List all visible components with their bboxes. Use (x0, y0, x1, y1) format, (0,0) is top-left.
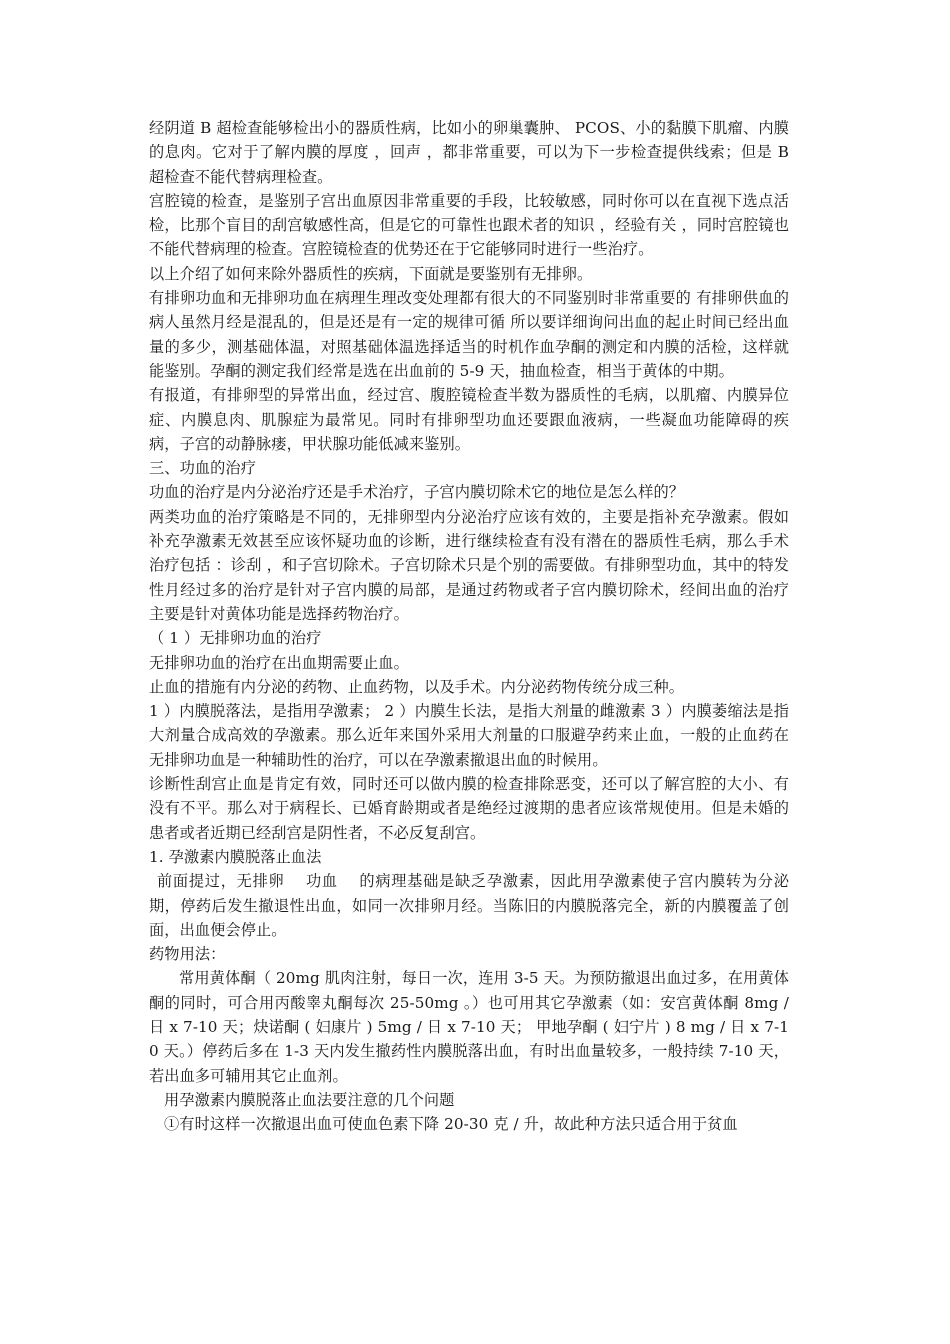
subheading-progestin-method: 1. 孕激素内膜脱落止血法 (149, 847, 322, 866)
paragraph-ovulatory-bleeding: 有报道，有排卵型的异常出血，经过宫、腹腔镜检查半数为器质性的毛病，以肌瘤、内膜异位症、内膜息肉、肌腺症为最常见。同时有排卵型功血还要跟血液病，一些凝血功能障碍的疾病，子宫的动静脉瘘，甲状腺功能低减来鉴别。 (149, 386, 789, 453)
paragraph-b-ultrasound: 经阴道 B 超检查能够检出小的器质性病，比如小的卵巢囊肿、 PCOS、小的黏膜下肌瘤、内膜的息肉。它对于了解内膜的厚度 ，回声 ，都非常重要，可以为下一步检查提供线索；但是 B 超检查不能代替病理检查。 (149, 119, 789, 186)
paragraph-hemostasis-need: 无排卵功血的治疗在出血期需要止血。 (149, 653, 409, 672)
paragraph-drug-dosage: 常用黄体酮（ 20mg 肌肉注射，每日一次，连用 3-5 天。为预防撤退出血过多，在用黄体酮的同时，可合用丙酸睾丸酮每次 25-50mg 。）也可用其它孕激素（如：安宫黄体酮 8mg / 日 x 7-10 天；炔诺酮 ( 妇康片 ) 5mg / 日 x 7-10 天； 甲地孕酮 ( 妇宁片 ) 8 mg / 日 x 7-10 天。）停药后多在 1-3 天内发生撤药性内膜脱落出血，有时出血量较多，一般持续 7-10 天，若出血多可辅用其它止血剂。 (149, 969, 789, 1085)
paragraph-progestin-basis: 前面提过，无排卵 功血 的病理基础是缺乏孕激素，因此用孕激素使子宫内膜转为分泌期，停药后发生撤退性出血，如同一次排卵月经。当陈旧的内膜脱落完全，新的内膜覆盖了创面，出血便会停止。 (149, 872, 789, 939)
paragraph-treatment-strategy: 两类功血的治疗策略是不同的，无排卵型内分泌治疗应该有效的，主要是指补充孕激素。假如补充孕激素无效甚至应该怀疑功血的诊断，进行继续检查有没有潜在的器质性毛病，那么手术治疗包括 ：诊刮 ，和子宫切除术。子宫切除术只是个别的需要做。有排卵型功血，其中的特发性月经过多的治疗是针对子宫内膜的局部，是通过药物或者子宫内膜切除术，经间出血的治疗主要是针对黄体功能是选择药物治疗。 (149, 507, 789, 623)
subheading-precautions: 用孕激素内膜脱落止血法要注意的几个问题 (164, 1090, 455, 1109)
label-drug-usage: 药物用法： (149, 945, 226, 964)
subheading-anovulatory-treatment: （ 1 ）无排卵功血的治疗 (149, 629, 322, 648)
paragraph-precaution-1: ①有时这样一次撤退出血可使血色素下降 20-30 克 / 升，故此种方法只适合用于贫血 (164, 1115, 738, 1134)
section-heading-treatment: 三、功血的治疗 (149, 459, 257, 478)
paragraph-hysteroscopy: 宫腔镜的检查，是鉴别子宫出血原因非常重要的手段，比较敏感，同时你可以在直视下选点活检，比那个盲目的刮宫敏感性高，但是它的可靠性也跟术者的知识 ，经验有关 ，同时宫腔镜也不能代替病理的检查。宫腔镜检查的优势还在于它能够同时进行一些治疗。 (149, 191, 789, 259)
paragraph-hemostasis-measures: 止血的措施有内分泌的药物、止血药物，以及手术。内分泌药物传统分成三种。 (149, 677, 685, 696)
paragraph-endometrial-methods: 1 ）内膜脱落法，是指用孕激素； 2 ）内膜生长法，是指大剂量的雌激素 3 ）内膜萎缩法是指大剂量合成高效的孕激素。那么近年来国外采用大剂量的口服避孕药来止血，一般的止血药在无排卵功血是一种辅助性的治疗，可以在孕激素撤退出血的时候用。 (149, 702, 789, 769)
paragraph-ovulation-intro: 以上介绍了如何来除外器质性的疾病，下面就是要鉴别有无排卵。 (149, 264, 593, 283)
paragraph-ovulatory-vs-anovulatory: 有排卵功血和无排卵功血在病理生理改变处理都有很大的不同鉴别时非常重要的 有排卵供血的病人虽然月经是混乱的，但是还是有一定的规律可循 所以要详细询问出血的起止时间已经出血量的多少，测基础体温，对照基础体温选择适当的时机作血孕酮的测定和内膜的活检，这样就能鉴别。孕酮的测定我们经常是选在出血前的 5-9 天，抽血检查，相当于黄体的中期。 (149, 289, 789, 380)
paragraph-diagnostic-curettage: 诊断性刮宫止血是肯定有效，同时还可以做内膜的检查排除恶变，还可以了解宫腔的大小、有没有不平。那么对于病程长、已婚育龄期或者是绝经过渡期的患者应该常规使用。但是未婚的患者或者近期已经刮宫是阴性者，不必反复刮宫。 (149, 775, 789, 842)
paragraph-treatment-question: 功血的治疗是内分泌治疗还是手术治疗，子宫内膜切除术它的地位是怎么样的？ (149, 483, 685, 502)
document-body (149, 116, 789, 1136)
